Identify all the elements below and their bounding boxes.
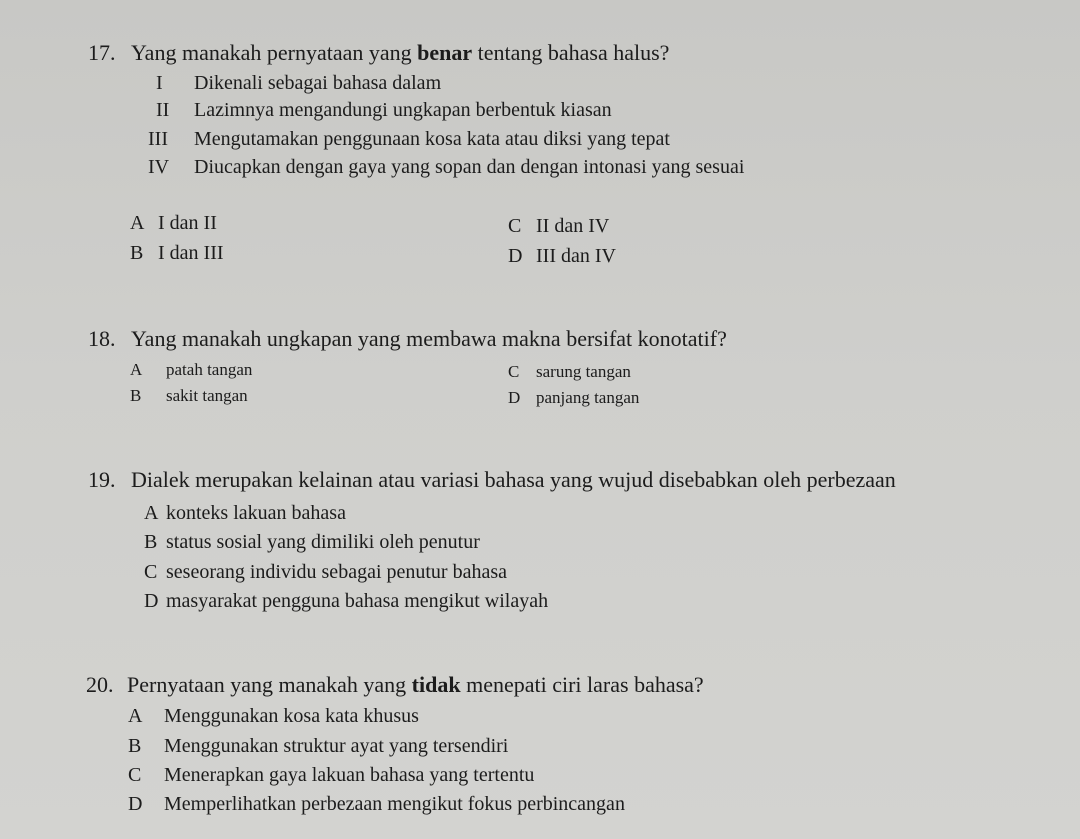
option-text: seseorang individu sebagai penutur bahasa: [166, 561, 508, 583]
option-c[interactable]: [144, 561, 507, 584]
option-d[interactable]: [508, 245, 616, 268]
option-c[interactable]: [508, 362, 631, 382]
statement-3: [148, 128, 670, 151]
option-letter: C: [128, 764, 142, 786]
option-d[interactable]: [144, 590, 548, 613]
option-letter: D: [144, 590, 159, 612]
option-text: Memperlihatkan perbezaan mengikut fokus perbincangan: [164, 793, 625, 815]
option-a[interactable]: [130, 212, 217, 235]
statement-2: [156, 99, 612, 122]
question-text-post: menepati ciri laras bahasa?: [460, 672, 704, 697]
option-c[interactable]: [128, 764, 534, 787]
option-text: I dan II: [158, 212, 217, 234]
question-text-post: tentang bahasa halus?: [472, 40, 670, 65]
option-letter: D: [508, 245, 523, 267]
option-text: I dan III: [158, 242, 224, 264]
option-a[interactable]: [144, 502, 346, 525]
option-a[interactable]: [130, 360, 252, 380]
option-text: panjang tangan: [536, 388, 640, 407]
question-text-bold: tidak: [411, 672, 461, 697]
statement-number: III: [148, 128, 168, 150]
option-letter: A: [144, 502, 159, 524]
statement-text: Diucapkan dengan gaya yang sopan dan dengan intonasi yang sesuai: [194, 156, 745, 178]
option-text: status sosial yang dimiliki oleh penutur: [166, 531, 480, 553]
option-letter: D: [128, 793, 143, 815]
option-text: Menggunakan kosa kata khusus: [164, 705, 419, 727]
statement-text: Lazimnya mengandungi ungkapan berbentuk kiasan: [194, 99, 612, 121]
option-text: konteks lakuan bahasa: [166, 502, 346, 524]
option-b[interactable]: [144, 531, 480, 554]
statement-1: [156, 72, 441, 95]
option-letter: A: [130, 212, 145, 234]
question-17: [88, 40, 669, 66]
question-number: 17.: [88, 40, 116, 65]
option-d[interactable]: [128, 793, 625, 816]
option-text: Menerapkan gaya lakuan bahasa yang tertentu: [164, 764, 535, 786]
question-number: 19.: [88, 467, 116, 492]
question-number: 18.: [88, 326, 116, 351]
statement-number: I: [156, 72, 163, 94]
option-letter: B: [128, 735, 142, 757]
option-text: patah tangan: [166, 360, 253, 379]
option-d[interactable]: [508, 388, 639, 408]
question-text: Dialek merupakan kelainan atau variasi bahasa yang wujud disebabkan oleh perbezaan: [131, 467, 896, 492]
option-letter: A: [128, 705, 143, 727]
option-a[interactable]: [128, 705, 419, 728]
question-18: [88, 326, 727, 352]
option-letter: B: [130, 386, 142, 405]
question-text-pre: Pernyataan yang manakah yang: [127, 672, 412, 697]
option-letter: A: [130, 360, 143, 379]
option-text: III dan IV: [536, 245, 616, 267]
question-number: 20.: [86, 672, 114, 697]
option-letter: C: [508, 215, 522, 237]
question-text-pre: Yang manakah pernyataan yang: [131, 40, 418, 65]
option-letter: B: [144, 531, 158, 553]
option-letter: C: [144, 561, 158, 583]
statement-text: Mengutamakan penggunaan kosa kata atau diksi yang tepat: [194, 128, 670, 150]
statement-number: IV: [148, 156, 170, 178]
option-text: sarung tangan: [536, 362, 631, 381]
option-b[interactable]: [130, 386, 248, 406]
option-text: masyarakat pengguna bahasa mengikut wilayah: [166, 590, 549, 612]
statement-number: II: [156, 99, 170, 121]
option-letter: B: [130, 242, 144, 264]
question-text-bold: benar: [417, 40, 473, 65]
option-b[interactable]: [130, 242, 224, 265]
option-letter: C: [508, 362, 520, 381]
option-text: II dan IV: [536, 215, 610, 237]
question-19: [88, 467, 896, 493]
question-20: [86, 672, 704, 698]
option-c[interactable]: [508, 215, 609, 238]
option-text: Menggunakan struktur ayat yang tersendiri: [164, 735, 509, 757]
question-text: Yang manakah ungkapan yang membawa makna bersifat konotatif?: [131, 326, 727, 351]
statement-text: Dikenali sebagai bahasa dalam: [194, 72, 442, 94]
option-letter: D: [508, 388, 521, 407]
option-b[interactable]: [128, 735, 508, 758]
option-text: sakit tangan: [166, 386, 248, 405]
statement-4: [148, 156, 744, 179]
